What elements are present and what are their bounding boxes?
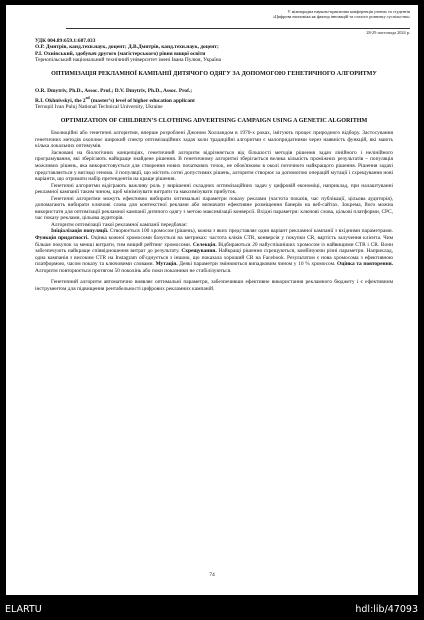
stage-4-label: Схрещування.: [181, 248, 217, 255]
stage-5-text: Деякі параметри змінюються випадковим чином у 10 % хромосом.: [179, 261, 336, 268]
paragraph-1: Еволюційні або генетичні алгоритми, вперше розроблені Джоном Холландом в 1970-х роках, імітують процес природного відбору. Застосування генетичних методів охоплює широкий спектр оптимізаційних задач коли традиційні алгоритми є малопридатними через наявність функцій, які мають кілька локальних оптимумів.: [35, 130, 393, 150]
stage-3-label: Селекція.: [192, 241, 217, 248]
stage-4-text: Найкращі рішення схрещуються, комбінуючи різні параметри. Наприклад, одна кампанія з високим CTR на Instagram об'єднується з іншою, що показала хороший CR на Facebook. Результатом є нова хромосома з ефективною платформою, часом показу та ключовими словами.: [35, 248, 393, 268]
paragraph-3: Генетичні алгоритми відіграють важливу роль у вирішенні складних оптимізаційних задач у цифровій економіці, наприклад, при налаштуванні рекламної кампанії таким чином, щоб мінімізувати витрати та максимізувати прибуток.: [35, 182, 393, 196]
header-line-1: V міжнародна науково-практична конференція учених та студентів: [287, 9, 410, 14]
stage-1-text: Створюється 100 хромосом (рішень), кожна з яких представляє один варіант рекламної кампанії з вхідними параметрами.: [109, 228, 393, 235]
paper-page: [6, 5, 418, 595]
header-rule: [66, 28, 410, 29]
stage-6-text: Алгоритм повторюється протягом 50 поколінь або поки показники не стабілізуються.: [35, 267, 232, 274]
authors-en-line-2: R.I. Okhnivskyi, the 2nd (master’s) level of higher education applicant: [35, 95, 195, 104]
header-line-2: «Цифрова економіка як фактор інновацій та сталого розвитку суспільства»: [272, 14, 410, 20]
title-en: OPTIMIZATION OF CHILDREN’S CLOTHING ADVERTISING CAMPAIGN USING A GENETIC ALGORITHM: [60, 118, 368, 125]
authors-en-line-1: O.R. Dmytriv, Ph.D., Assoc. Prof.; D.V. Dmytriv, Ph.D., Assoc. Prof.;: [35, 88, 193, 95]
authors-ua-line-1: О.Р. Дмитрів, канд.техн.наук, доцент; Д.В.Дмитрів, канд.техн.наук, доцент;: [35, 44, 219, 51]
stages-intro: Алгоритм оптимізації такої рекламної кампанії передбачає:: [51, 221, 188, 228]
paragraph-2: Засновані на біологічних концепціях, генетичний алгоритм відрізняється від більшості методів рішення задач лінійного і нелінійного програмування, які зберігають найкраще знайдене рішення. В генетичному алгоритмі зберігається велика кількість проміжних результатів – популяція можливих рішень, яка використовується для створення нових початкових точок, не обов'язково в околі поточного найкращого рішення. Рішення задачі представляється у вигляді генома. З популяції, що містить сотні допустимих рішень, алгоритм створює за допомогою операцій мутації і схрещування нові варіанти, що отримати набір претендентів на краще рішення.: [35, 149, 393, 183]
page-number: 74: [209, 572, 215, 578]
conference-date: 28-29 листопада 2024 р.: [366, 30, 410, 35]
stage-3-text: Відбираються 20 найуспішніших хромосом із найвищими CTR і CR. Вони забезпечують найкраще співвідношення витрат до результату.: [35, 241, 393, 255]
footer-repository-name: ELARTU: [5, 604, 42, 615]
footer-handle-link[interactable]: hdl:lib/47093: [355, 604, 418, 615]
stage-2-text: Оцінка кожної хромосоми базується на метриках: частота кліків CTR, конверсія у покупки CR, вартість залучення клієнта. Чим більше покупок за менші витрати, тим вищий рейтинг хромосоми.: [35, 235, 393, 248]
conclusion-paragraph: Генетичний алгоритм автоматично виявляє оптимальні параметри, забезпечивши ефективне використання рекламного бюджету і є ефективним інструментом для підвищення рентабельності цифрових рекламних кампаній.: [35, 279, 393, 292]
stage-5-label: Мутація.: [155, 261, 178, 268]
stages-paragraph: [35, 228, 393, 274]
stage-6-label: Оцінка та повторення.: [337, 261, 393, 268]
article-body: [35, 38, 393, 292]
stage-1-label: Ініціалізація популяції.: [51, 228, 109, 235]
authors-ua-line-2: Р.І. Охнівський, здобувач другого (магістерського) рівня вищої освіти: [35, 50, 206, 57]
stage-2-label: Функція придатності.: [35, 235, 89, 242]
udc-code: УДК 004.89:659.1:687.033: [35, 38, 96, 44]
title-ua: ОПТИМІЗАЦІЯ РЕКЛАМНОЇ КАМПАНІЇ ДИТЯЧОГО ОДЯГУ ЗА ДОПОМОГОЮ ГЕНЕТИЧНОГО АЛГОРИТМУ: [51, 71, 377, 78]
affiliation-en: Ternopil Ivan Puluj National Technical University, Ukraine: [35, 103, 163, 110]
running-header: [110, 9, 410, 20]
affiliation-ua: Тернопільський національний технічний університет імені Івана Пулюя, Україна: [35, 56, 221, 63]
paragraph-4: Генетичні алгоритми можуть ефективно вибирати оптимальні параметри показу реклами (частота показів, час публікації, цільова аудиторія), допомагають вибирати ключові слова для контекстної реклами або визначати ефективне розміщення банерів на веб-сайтах. Зокрема, його можна використати для оптимізації рекламної кампанії дитячого одягу з метою максимізації конверсії. Вхідні параметри: ключові слова, цільові платформи, CPC, час показу реклами, цільова аудиторія.: [35, 195, 393, 222]
